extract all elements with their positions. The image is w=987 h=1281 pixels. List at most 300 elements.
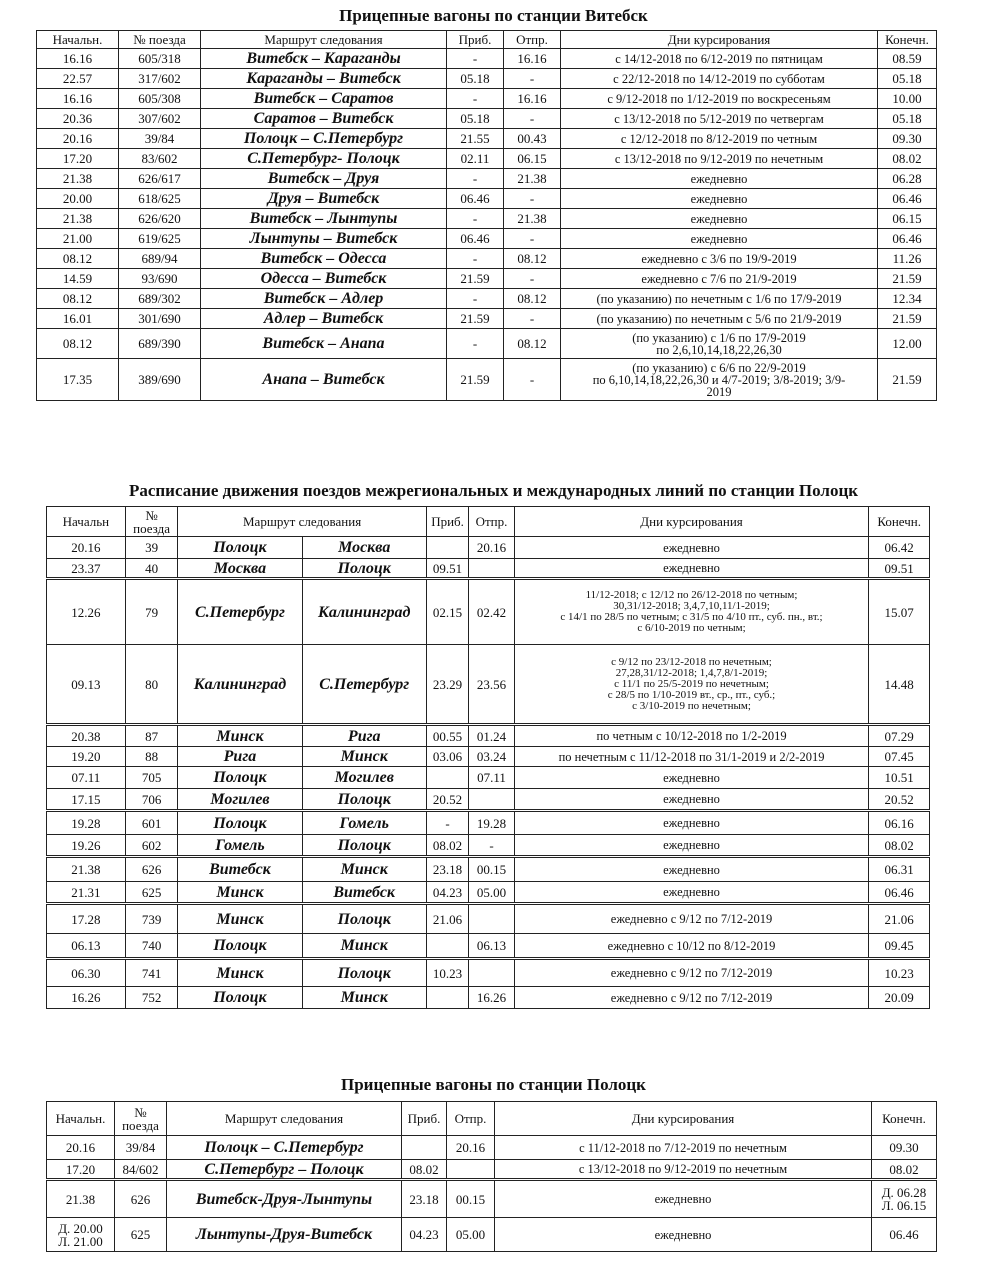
- arrival-time: -: [447, 169, 504, 189]
- departure-time: -: [504, 69, 561, 89]
- route-from: Могилев: [178, 789, 302, 811]
- route-from: Полоцк: [178, 934, 302, 959]
- table-row: [37, 149, 937, 169]
- route: Саратов – Витебск: [201, 109, 447, 129]
- train-number: 706: [125, 789, 178, 811]
- arrival-time: [426, 987, 468, 1009]
- route: Полоцк – С.Петербург: [167, 1136, 402, 1160]
- end-time: 21.59: [878, 309, 937, 329]
- train-number: 84/602: [115, 1160, 167, 1180]
- running-days: по четным с 10/12-2018 по 1/2-2019: [514, 725, 869, 747]
- route-to: Рига: [302, 725, 426, 747]
- table-row: [47, 934, 930, 959]
- route: Анапа – Витебск: [201, 359, 447, 401]
- departure-time: -: [469, 835, 514, 857]
- running-days: ежедневно: [561, 169, 878, 189]
- running-days: с 11/12-2018 по 7/12-2019 по нечетным: [495, 1136, 872, 1160]
- arrival-time: 21.59: [447, 359, 504, 401]
- start-time: 19.20: [47, 747, 126, 767]
- departure-time: 07.11: [469, 767, 514, 789]
- running-days: ежедневно: [514, 857, 869, 882]
- departure-time: 16.16: [504, 49, 561, 69]
- departure-time: 21.38: [504, 169, 561, 189]
- header-arrival: Приб.: [426, 507, 468, 537]
- end-time: 08.02: [878, 149, 937, 169]
- header-train-no: № поезда: [119, 31, 201, 49]
- arrival-time: 23.18: [426, 857, 468, 882]
- running-days: ежедневно: [561, 229, 878, 249]
- train-number: 301/690: [119, 309, 201, 329]
- table-row: [47, 789, 930, 811]
- end-time: 08.59: [878, 49, 937, 69]
- train-number: 740: [125, 934, 178, 959]
- departure-time: 00.43: [504, 129, 561, 149]
- table-row: [37, 269, 937, 289]
- route: Полоцк – С.Петербург: [201, 129, 447, 149]
- end-time: 06.28: [878, 169, 937, 189]
- departure-time: 08.12: [504, 289, 561, 309]
- start-time: 16.16: [37, 49, 119, 69]
- header-start: Начальн: [47, 507, 126, 537]
- end-time: 12.34: [878, 289, 937, 309]
- departure-time: -: [504, 359, 561, 401]
- section1-title: Прицепные вагоны по станции Витебск: [339, 6, 648, 25]
- arrival-time: 03.06: [426, 747, 468, 767]
- train-number: 79: [125, 579, 178, 645]
- header-start: Начальн.: [47, 1102, 115, 1136]
- start-time: 22.57: [37, 69, 119, 89]
- table-row: [37, 189, 937, 209]
- header-arrival: Приб.: [447, 31, 504, 49]
- arrival-time: [402, 1136, 447, 1160]
- route-to: Минск: [302, 857, 426, 882]
- end-time: 06.46: [878, 189, 937, 209]
- header-route: Маршрут следования: [167, 1102, 402, 1136]
- route: Витебск-Друя-Лынтупы: [167, 1180, 402, 1218]
- arrival-time: 23.29: [426, 645, 468, 725]
- train-number: 705: [125, 767, 178, 789]
- departure-time: -: [504, 109, 561, 129]
- start-time: 07.11: [47, 767, 126, 789]
- route: Витебск – Лынтупы: [201, 209, 447, 229]
- end-time: 06.46: [869, 882, 930, 904]
- arrival-time: 21.59: [447, 309, 504, 329]
- route-from: Минск: [178, 904, 302, 934]
- departure-time: 16.26: [469, 987, 514, 1009]
- route-to: Москва: [302, 537, 426, 559]
- route-to: Полоцк: [302, 789, 426, 811]
- vitebsk-trailer-cars-table: [36, 30, 937, 401]
- arrival-time: -: [447, 249, 504, 269]
- train-number: 618/625: [119, 189, 201, 209]
- arrival-time: -: [447, 329, 504, 359]
- route: Витебск – Одесса: [201, 249, 447, 269]
- header-days: Дни курсирования: [514, 507, 869, 537]
- table-row: [37, 359, 937, 401]
- polotsk-schedule-table: [46, 506, 930, 1009]
- departure-time: 00.15: [469, 857, 514, 882]
- start-time: Д. 20.00 Л. 21.00: [47, 1218, 115, 1252]
- arrival-time: 04.23: [402, 1218, 447, 1252]
- running-days: (по указанию) по нечетным с 5/6 по 21/9-2019: [561, 309, 878, 329]
- train-number: 625: [115, 1218, 167, 1252]
- table-row: [37, 289, 937, 309]
- end-time: 15.07: [869, 579, 930, 645]
- start-time: 21.38: [37, 169, 119, 189]
- departure-time: -: [504, 269, 561, 289]
- route: Друя – Витебск: [201, 189, 447, 209]
- train-number: 626: [115, 1180, 167, 1218]
- start-time: 06.30: [47, 959, 126, 987]
- table-row: [37, 229, 937, 249]
- table-row: [47, 725, 930, 747]
- arrival-time: -: [447, 89, 504, 109]
- table-row: [47, 747, 930, 767]
- route-to: Минск: [302, 747, 426, 767]
- running-days: ежедневно с 9/12 по 7/12-2019: [514, 959, 869, 987]
- running-days: ежедневно: [514, 835, 869, 857]
- route-to: С.Петербург: [302, 645, 426, 725]
- arrival-time: 04.23: [426, 882, 468, 904]
- end-time: 21.06: [869, 904, 930, 934]
- table-row: [47, 1136, 937, 1160]
- end-time: 21.59: [878, 359, 937, 401]
- table-row: [47, 835, 930, 857]
- arrival-time: 10.23: [426, 959, 468, 987]
- train-number: 626/617: [119, 169, 201, 189]
- running-days: (по указанию) по нечетным с 1/6 по 17/9-2019: [561, 289, 878, 309]
- departure-time: 02.42: [469, 579, 514, 645]
- end-time: 12.00: [878, 329, 937, 359]
- route-from: Калининград: [178, 645, 302, 725]
- train-number: 80: [125, 645, 178, 725]
- arrival-time: 05.18: [447, 109, 504, 129]
- running-days: с 14/12-2018 по 6/12-2019 по пятницам: [561, 49, 878, 69]
- end-time: 09.30: [878, 129, 937, 149]
- departure-time: 05.00: [447, 1218, 495, 1252]
- table-row: [37, 109, 937, 129]
- arrival-time: 21.06: [426, 904, 468, 934]
- table-row: [47, 1160, 937, 1180]
- table-row: [47, 1218, 937, 1252]
- start-time: 20.00: [37, 189, 119, 209]
- route-to: Могилев: [302, 767, 426, 789]
- end-time: 07.45: [869, 747, 930, 767]
- table-row: [37, 69, 937, 89]
- departure-time: 01.24: [469, 725, 514, 747]
- departure-time: -: [504, 229, 561, 249]
- departure-time: [469, 789, 514, 811]
- arrival-time: 08.02: [426, 835, 468, 857]
- start-time: 09.13: [47, 645, 126, 725]
- arrival-time: 23.18: [402, 1180, 447, 1218]
- route: С.Петербург – Полоцк: [167, 1160, 402, 1180]
- running-days: с 12/12-2018 по 8/12-2019 по четным: [561, 129, 878, 149]
- train-number: 389/690: [119, 359, 201, 401]
- running-days: ежедневно: [495, 1218, 872, 1252]
- running-days: ежедневно: [514, 789, 869, 811]
- end-time: 06.16: [869, 811, 930, 835]
- header-train-no: № поезда: [115, 1102, 167, 1136]
- route: Витебск – Адлер: [201, 289, 447, 309]
- running-days: ежедневно: [514, 537, 869, 559]
- header-departure: Отпр.: [469, 507, 514, 537]
- table-row: [37, 169, 937, 189]
- start-time: 19.28: [47, 811, 126, 835]
- start-time: 23.37: [47, 559, 126, 579]
- running-days: ежедневно: [514, 767, 869, 789]
- route-from: Полоцк: [178, 987, 302, 1009]
- train-number: 605/318: [119, 49, 201, 69]
- route-to: Гомель: [302, 811, 426, 835]
- running-days: ежедневно: [561, 209, 878, 229]
- end-time: 09.45: [869, 934, 930, 959]
- header-route: Маршрут следования: [178, 507, 427, 537]
- running-days: ежедневно: [514, 559, 869, 579]
- route: Витебск – Анапа: [201, 329, 447, 359]
- departure-time: 08.12: [504, 249, 561, 269]
- train-number: 689/94: [119, 249, 201, 269]
- arrival-time: 02.15: [426, 579, 468, 645]
- route-to: Калининград: [302, 579, 426, 645]
- table-row: [47, 767, 930, 789]
- running-days: ежедневно: [495, 1180, 872, 1218]
- end-time: 05.18: [878, 69, 937, 89]
- table-row: [37, 49, 937, 69]
- section3-title: Прицепные вагоны по станции Полоцк: [341, 1075, 646, 1094]
- running-days: ежедневно с 9/12 по 7/12-2019: [514, 904, 869, 934]
- running-days: (по указанию) с 6/6 по 22/9-2019 по 6,10,14,18,22,26,30 и 4/7-2019; 3/8-2019; 3/9- 2019: [561, 359, 878, 401]
- table-row: [47, 645, 930, 725]
- table-row: [47, 537, 930, 559]
- start-time: 20.36: [37, 109, 119, 129]
- route-to: Минск: [302, 987, 426, 1009]
- start-time: 08.12: [37, 289, 119, 309]
- running-days: ежедневно: [561, 189, 878, 209]
- train-number: 87: [125, 725, 178, 747]
- end-time: 06.46: [878, 229, 937, 249]
- departure-time: 21.38: [504, 209, 561, 229]
- route-from: Полоцк: [178, 767, 302, 789]
- train-number: 626/620: [119, 209, 201, 229]
- route-from: Москва: [178, 559, 302, 579]
- start-time: 12.26: [47, 579, 126, 645]
- departure-time: -: [504, 189, 561, 209]
- end-time: 06.15: [878, 209, 937, 229]
- arrival-time: 08.02: [402, 1160, 447, 1180]
- arrival-time: 05.18: [447, 69, 504, 89]
- departure-time: [447, 1160, 495, 1180]
- train-number: 602: [125, 835, 178, 857]
- running-days: 11/12-2018; с 12/12 по 26/12-2018 по четным; 30,31/12-2018; 3,4,7,10,11/1-2019; с 14/1 по 28/5 по четным; с 31/5 по 4/10 пт., суб. пн., вт.; с 6/10-2019 по четным;: [514, 579, 869, 645]
- start-time: 16.26: [47, 987, 126, 1009]
- start-time: 08.12: [37, 249, 119, 269]
- running-days: с 9/12 по 23/12-2018 по нечетным; 27,28,31/12-2018; 1,4,7,8/1-2019; с 11/1 по 25/5-2019 по нечетным; с 28/5 по 1/10-2019 вт., ср., пт., суб.; с 3/10-2019 по нечетным;: [514, 645, 869, 725]
- route-to: Полоцк: [302, 835, 426, 857]
- departure-time: [469, 559, 514, 579]
- running-days: ежедневно: [514, 882, 869, 904]
- running-days: с 22/12-2018 по 14/12-2019 по субботам: [561, 69, 878, 89]
- arrival-time: -: [426, 811, 468, 835]
- train-number: 601: [125, 811, 178, 835]
- header-train-no: № поезда: [125, 507, 178, 537]
- running-days: с 9/12-2018 по 1/12-2019 по воскресеньям: [561, 89, 878, 109]
- start-time: 17.15: [47, 789, 126, 811]
- table-row: [37, 129, 937, 149]
- train-number: 619/625: [119, 229, 201, 249]
- end-time: 05.18: [878, 109, 937, 129]
- train-number: 88: [125, 747, 178, 767]
- running-days: ежедневно с 3/6 по 19/9-2019: [561, 249, 878, 269]
- start-time: 21.38: [47, 857, 126, 882]
- start-time: 17.28: [47, 904, 126, 934]
- header-days: Дни курсирования: [561, 31, 878, 49]
- train-number: 741: [125, 959, 178, 987]
- train-number: 752: [125, 987, 178, 1009]
- departure-time: 06.15: [504, 149, 561, 169]
- start-time: 20.16: [37, 129, 119, 149]
- start-time: 20.16: [47, 1136, 115, 1160]
- departure-time: [469, 904, 514, 934]
- end-time: 06.42: [869, 537, 930, 559]
- route-to: Полоцк: [302, 904, 426, 934]
- end-time: Д. 06.28 Л. 06.15: [872, 1180, 937, 1218]
- train-number: 39: [125, 537, 178, 559]
- header-end: Конечн.: [872, 1102, 937, 1136]
- route-from: Полоцк: [178, 537, 302, 559]
- header-departure: Отпр.: [447, 1102, 495, 1136]
- table-row: [47, 857, 930, 882]
- end-time: 21.59: [878, 269, 937, 289]
- departure-time: 03.24: [469, 747, 514, 767]
- start-time: 21.38: [37, 209, 119, 229]
- arrival-time: 20.52: [426, 789, 468, 811]
- header-end: Конечн.: [878, 31, 937, 49]
- end-time: 10.00: [878, 89, 937, 109]
- arrival-time: -: [447, 289, 504, 309]
- start-time: 21.38: [47, 1180, 115, 1218]
- arrival-time: 21.59: [447, 269, 504, 289]
- running-days: по нечетным с 11/12-2018 по 31/1-2019 и 2/2-2019: [514, 747, 869, 767]
- table-row: [37, 89, 937, 109]
- route: Одесса – Витебск: [201, 269, 447, 289]
- route: Адлер – Витебск: [201, 309, 447, 329]
- train-number: 626: [125, 857, 178, 882]
- route: С.Петербург- Полоцк: [201, 149, 447, 169]
- route-from: Минск: [178, 725, 302, 747]
- train-number: 689/390: [119, 329, 201, 359]
- running-days: с 13/12-2018 по 9/12-2019 по нечетным: [495, 1160, 872, 1180]
- departure-time: 20.16: [469, 537, 514, 559]
- departure-time: [469, 959, 514, 987]
- route: Витебск – Караганды: [201, 49, 447, 69]
- table-row: [47, 559, 930, 579]
- route-from: Полоцк: [178, 811, 302, 835]
- train-number: 39/84: [119, 129, 201, 149]
- running-days: (по указанию) с 1/6 по 17/9-2019 по 2,6,10,14,18,22,26,30: [561, 329, 878, 359]
- start-time: 06.13: [47, 934, 126, 959]
- table-row: [47, 904, 930, 934]
- running-days: ежедневно: [514, 811, 869, 835]
- departure-time: 23.56: [469, 645, 514, 725]
- running-days: ежедневно с 10/12 по 8/12-2019: [514, 934, 869, 959]
- route-from: С.Петербург: [178, 579, 302, 645]
- table-row: [47, 1180, 937, 1218]
- arrival-time: 09.51: [426, 559, 468, 579]
- route-from: Минск: [178, 882, 302, 904]
- train-number: 83/602: [119, 149, 201, 169]
- start-time: 21.31: [47, 882, 126, 904]
- table-row: [37, 329, 937, 359]
- running-days: ежедневно с 7/6 по 21/9-2019: [561, 269, 878, 289]
- route-from: Рига: [178, 747, 302, 767]
- polotsk-trailer-cars-table: [46, 1101, 937, 1252]
- arrival-time: [426, 537, 468, 559]
- departure-time: 00.15: [447, 1180, 495, 1218]
- end-time: 08.02: [872, 1160, 937, 1180]
- running-days: с 13/12-2018 по 9/12-2019 по нечетным: [561, 149, 878, 169]
- train-number: 739: [125, 904, 178, 934]
- end-time: 09.30: [872, 1136, 937, 1160]
- table-row: [47, 811, 930, 835]
- start-time: 20.38: [47, 725, 126, 747]
- table-row: [47, 579, 930, 645]
- route: Лынтупы – Витебск: [201, 229, 447, 249]
- departure-time: 20.16: [447, 1136, 495, 1160]
- arrival-time: [426, 934, 468, 959]
- table-row: [47, 959, 930, 987]
- end-time: 10.51: [869, 767, 930, 789]
- start-time: 17.20: [47, 1160, 115, 1180]
- route-from: Витебск: [178, 857, 302, 882]
- end-time: 08.02: [869, 835, 930, 857]
- train-number: 317/602: [119, 69, 201, 89]
- table-row: [37, 309, 937, 329]
- table-row: [47, 987, 930, 1009]
- start-time: 20.16: [47, 537, 126, 559]
- start-time: 16.16: [37, 89, 119, 109]
- departure-time: 19.28: [469, 811, 514, 835]
- end-time: 06.46: [872, 1218, 937, 1252]
- running-days: ежедневно с 9/12 по 7/12-2019: [514, 987, 869, 1009]
- route-to: Минск: [302, 934, 426, 959]
- departure-time: 16.16: [504, 89, 561, 109]
- train-number: 605/308: [119, 89, 201, 109]
- arrival-time: 21.55: [447, 129, 504, 149]
- section2-title: Расписание движения поездов межрегиональных и международных линий по станции Полоцк: [128, 481, 859, 500]
- start-time: 17.35: [37, 359, 119, 401]
- start-time: 17.20: [37, 149, 119, 169]
- route: Лынтупы-Друя-Витебск: [167, 1218, 402, 1252]
- end-time: 14.48: [869, 645, 930, 725]
- arrival-time: [426, 767, 468, 789]
- start-time: 21.00: [37, 229, 119, 249]
- arrival-time: -: [447, 209, 504, 229]
- start-time: 08.12: [37, 329, 119, 359]
- arrival-time: 00.55: [426, 725, 468, 747]
- start-time: 19.26: [47, 835, 126, 857]
- route-to: Витебск: [302, 882, 426, 904]
- header-departure: Отпр.: [504, 31, 561, 49]
- train-number: 39/84: [115, 1136, 167, 1160]
- table-row: [37, 249, 937, 269]
- train-number: 93/690: [119, 269, 201, 289]
- departure-time: 08.12: [504, 329, 561, 359]
- route: Караганды – Витебск: [201, 69, 447, 89]
- start-time: 16.01: [37, 309, 119, 329]
- table-row: [47, 882, 930, 904]
- start-time: 14.59: [37, 269, 119, 289]
